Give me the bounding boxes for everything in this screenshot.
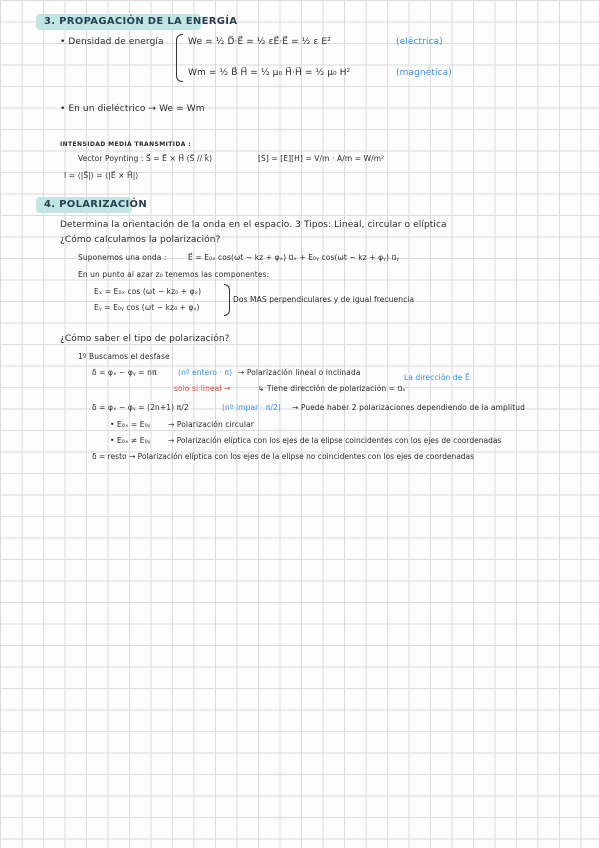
section4-title: 4. POLARIZACIÓN bbox=[44, 199, 148, 210]
delta2-tag: (nº impar · π/2) bbox=[222, 403, 281, 412]
bullet-b-result: → Polarización elíptica con los ejes de la elipse coincidentes con los ejes de coordenadas bbox=[168, 436, 502, 445]
onda-equation: E⃗ = E₀ₓ cos(ωt − kz + φₓ) u⃗ₓ + E₀ᵧ cos(ωt − kz + φᵧ) u⃗ᵧ bbox=[188, 253, 400, 262]
delta1-tag: (nº entero · π) bbox=[178, 368, 233, 377]
paso1-line: 1º Buscamos el desfase bbox=[78, 352, 170, 361]
delta1-result: → Polarización lineal o inclinada bbox=[238, 368, 361, 377]
como-calcular: ¿Cómo calculamos la polarización? bbox=[60, 235, 221, 245]
intensidad-title: INTENSIDAD MEDIA TRANSMITIDA : bbox=[60, 141, 192, 148]
bullet-b-condition: • E₀ₓ ≠ E₀ᵧ bbox=[110, 436, 151, 445]
como-saber: ¿Cómo saber el tipo de polarización? bbox=[60, 334, 230, 344]
tiene-direccion: ↳ Tiene dirección de polarización = u⃗ₑ bbox=[258, 384, 406, 393]
wm-equation: Wm = ½ B⃗ H⃗ = ½ μ₀ H⃗·H⃗ = ½ μ₀ H² bbox=[188, 68, 351, 78]
ex-equation: Eₓ = E₀ₓ cos (ωt − kz₀ + φₓ) bbox=[94, 287, 202, 296]
densidad-brace bbox=[176, 34, 183, 82]
units-line: [S] = [E][H] = V/m · A/m = W/m² bbox=[258, 154, 385, 163]
wm-tag: (magnética) bbox=[396, 68, 452, 78]
intensity-equation: I = ⟨|S⃗|⟩ = ⟨|E⃗ × H⃗|⟩ bbox=[64, 171, 139, 180]
solo-lineal-note: solo si lineal → bbox=[174, 384, 231, 393]
bullet-a-condition: • E₀ₓ = E₀ᵧ bbox=[110, 420, 151, 429]
delta3-line: δ = resto → Polarización elíptica con los ejes de la elipse no coincidentes con los ejes de coordenadas bbox=[92, 452, 475, 461]
ey-equation: Eᵧ = E₀ᵧ cos (ωt − kz₀ + φᵧ) bbox=[94, 303, 200, 312]
determina-line: Determina la orientación de la onda en el espacio. 3 Tipos: Lineal, circular o elíptica bbox=[60, 220, 447, 230]
poynting-line: Vector Poynting : S⃗ = E⃗ × H⃗ (S⃗ // k⃗) bbox=[78, 154, 213, 163]
densidad-label: • Densidad de energía bbox=[60, 37, 164, 47]
section3-title: 3. PROPAGACIÓN DE LA ENERGÍA bbox=[44, 16, 238, 27]
delta1-equation: δ = φₓ − φᵧ = nπ bbox=[92, 368, 157, 377]
dielectrico-line: • En un dieléctrico → We = Wm bbox=[60, 104, 205, 114]
we-equation: We = ½ D⃗·E⃗ = ½ εE⃗·E⃗ = ½ ε E² bbox=[188, 37, 331, 47]
punto-azar: En un punto al azar z₀ tenemos las componentes: bbox=[78, 270, 270, 279]
direccion-note: La dirección de E⃗ bbox=[404, 373, 470, 382]
we-tag: (eléctrica) bbox=[396, 37, 443, 47]
delta2-result: → Puede haber 2 polarizaciones dependiendo de la amplitud bbox=[292, 403, 525, 412]
delta2-equation: δ = φₓ − φᵧ = (2n+1) π/2 bbox=[92, 403, 189, 412]
components-brace bbox=[224, 284, 230, 316]
bullet-a-result: → Polarización circular bbox=[168, 420, 254, 429]
suponemos-label: Suponemos una onda : bbox=[78, 253, 167, 262]
dos-mas-line: Dos MAS perpendiculares y de igual frecuencia bbox=[233, 295, 415, 304]
